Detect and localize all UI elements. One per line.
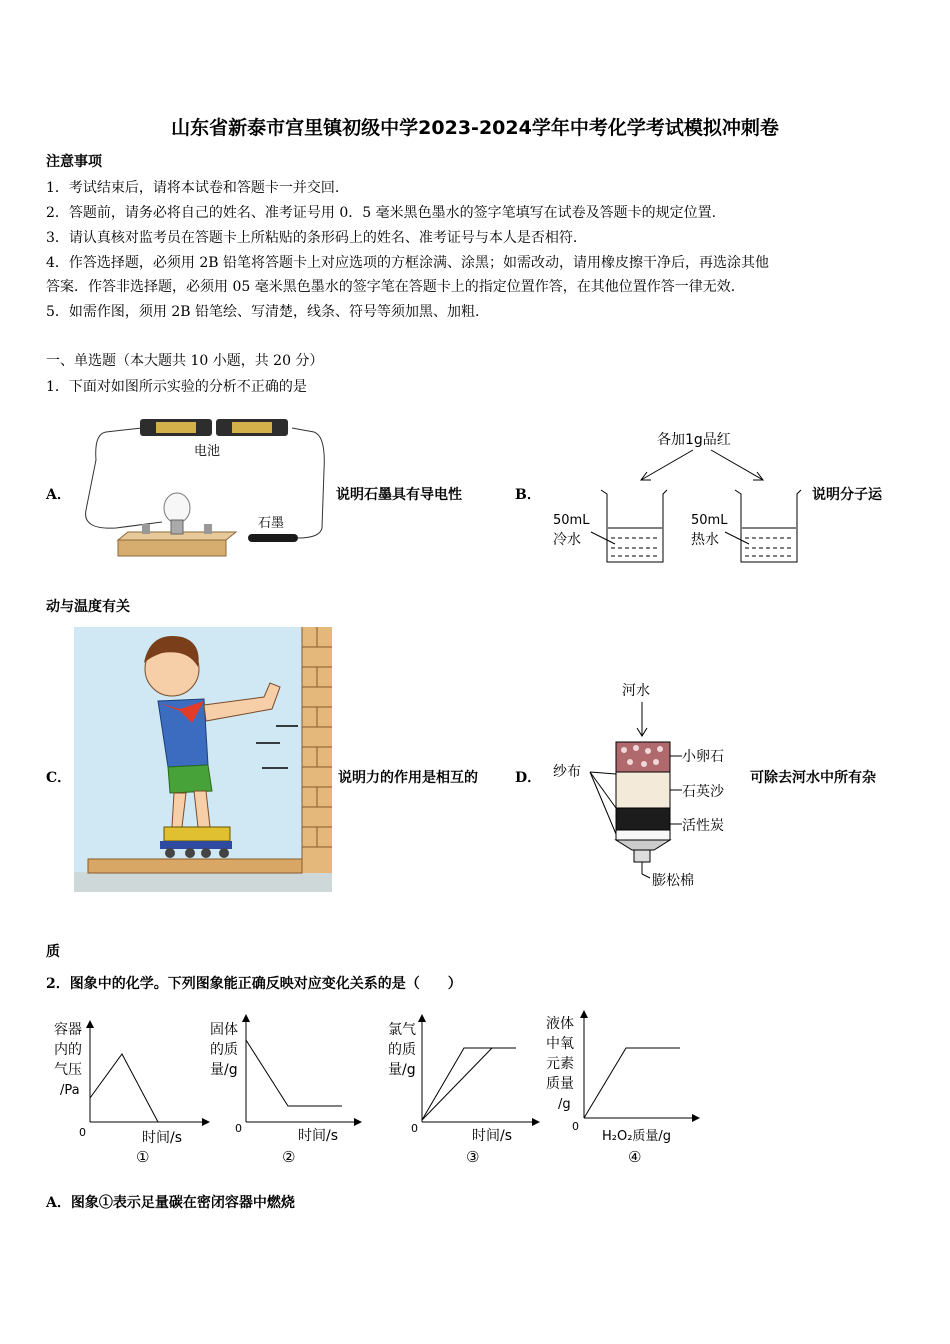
page-title: 山东省新泰市宫里镇初级中学2023-2024学年中考化学考试模拟冲刺卷 bbox=[171, 117, 779, 139]
beaker-figure bbox=[545, 422, 805, 572]
svg-text:固体: 固体 bbox=[210, 1022, 238, 1038]
graph-3 bbox=[388, 1018, 536, 1166]
svg-text:H₂O₂质量/g: H₂O₂质量/g bbox=[602, 1129, 672, 1144]
notice-item: 答案．作答非选择题，必须用 05 毫米黑色墨水的签字笔在答题卡上的指定位置作答，在其他位置作答一律无效. bbox=[46, 279, 736, 295]
svg-text:0: 0 bbox=[79, 1126, 86, 1139]
svg-text:的质: 的质 bbox=[210, 1042, 238, 1058]
circuit-figure bbox=[76, 410, 336, 570]
cold-volume: 50mL bbox=[553, 513, 590, 528]
q2-stem: 2．图象中的化学。下列图象能正确反映对应变化关系的是（ ） bbox=[46, 976, 462, 992]
graphite-label: 石墨 bbox=[258, 516, 285, 531]
option-b-text-cont: 动与温度有关 bbox=[46, 599, 130, 615]
layer-activated-carbon: 活性炭 bbox=[682, 818, 724, 834]
section-heading: 一、单选题（本大题共 10 小题，共 20 分） bbox=[46, 353, 324, 369]
notice-item: 5．如需作图，须用 2B 铅笔绘、写清楚，线条、符号等须加黑、加粗. bbox=[46, 304, 480, 320]
notice-item: 4．作答选择题，必须用 2B 铅笔将答题卡上对应选项的方框涂满、涂黑；如需改动，请用橡皮擦干净后，再选涂其他 bbox=[46, 255, 769, 271]
notice-item: 2．答题前，请务必将自己的姓名、准考证号用 0．5 毫米黑色墨水的签字笔填写在试卷及答题卡的规定位置. bbox=[46, 205, 717, 221]
svg-text:质量: 质量 bbox=[546, 1076, 574, 1092]
svg-text:液体: 液体 bbox=[546, 1016, 574, 1032]
skater-figure bbox=[74, 627, 334, 895]
water-filter-figure bbox=[550, 678, 745, 893]
option-d-text: 可除去河水中所有杂 bbox=[750, 770, 876, 786]
hot-water-label: 热水 bbox=[691, 532, 719, 548]
svg-text:中氧: 中氧 bbox=[546, 1036, 574, 1052]
graphs-figure bbox=[46, 1010, 726, 1168]
gauze-label: 纱布 bbox=[553, 764, 581, 780]
svg-text:③: ③ bbox=[466, 1148, 480, 1166]
river-water-label: 河水 bbox=[622, 683, 650, 699]
graph-1 bbox=[54, 1022, 206, 1166]
svg-text:内的: 内的 bbox=[54, 1042, 82, 1058]
q2-option-a: A．图象①表示足量碳在密闭容器中燃烧 bbox=[46, 1195, 295, 1211]
svg-text:时间/s: 时间/s bbox=[298, 1128, 339, 1144]
svg-text:/g: /g bbox=[558, 1097, 571, 1112]
option-c-label: C． bbox=[46, 770, 72, 786]
option-c-text: 说明力的作用是相互的 bbox=[338, 770, 478, 786]
svg-text:量/g: 量/g bbox=[388, 1062, 416, 1078]
graph-4 bbox=[546, 1014, 696, 1166]
layer-cotton: 膨松棉 bbox=[652, 873, 694, 889]
hot-volume: 50mL bbox=[691, 513, 728, 528]
svg-text:容器: 容器 bbox=[54, 1022, 82, 1038]
layer-quartz-sand: 石英沙 bbox=[682, 784, 724, 800]
option-b-text: 说明分子运 bbox=[812, 487, 882, 503]
notice-item: 3．请认真核对监考员在答题卡上所粘贴的条形码上的姓名、准考证号与本人是否相符. bbox=[46, 230, 578, 246]
svg-text:①: ① bbox=[136, 1148, 150, 1166]
option-a-text: 说明石墨具有导电性 bbox=[336, 487, 462, 503]
graph-2 bbox=[210, 1018, 358, 1166]
svg-text:时间/s: 时间/s bbox=[472, 1128, 513, 1144]
svg-text:②: ② bbox=[282, 1148, 296, 1166]
battery-label: 电池 bbox=[194, 444, 221, 459]
svg-text:0: 0 bbox=[572, 1120, 579, 1133]
q1-stem: 1．下面对如图所示实验的分析不正确的是 bbox=[46, 379, 307, 395]
svg-text:氯气: 氯气 bbox=[388, 1022, 416, 1038]
notice-heading: 注意事项 bbox=[46, 154, 102, 170]
svg-text:的质: 的质 bbox=[388, 1042, 416, 1058]
option-d-label: D． bbox=[515, 770, 542, 786]
svg-text:元素: 元素 bbox=[546, 1056, 574, 1072]
option-b-label: B． bbox=[515, 487, 541, 503]
svg-text:0: 0 bbox=[411, 1122, 418, 1135]
svg-text:④: ④ bbox=[628, 1148, 642, 1166]
svg-text:/Pa: /Pa bbox=[60, 1083, 80, 1098]
pinkdye-label: 各加1g品红 bbox=[657, 432, 731, 448]
notice-item: 1．考试结束后，请将本试卷和答题卡一并交回. bbox=[46, 180, 340, 196]
layer-pebbles: 小卵石 bbox=[682, 749, 724, 765]
option-d-text-cont: 质 bbox=[46, 944, 60, 960]
svg-text:量/g: 量/g bbox=[210, 1062, 238, 1078]
cold-water-label: 冷水 bbox=[553, 532, 581, 548]
option-a-label: A． bbox=[46, 487, 71, 503]
svg-text:气压: 气压 bbox=[54, 1062, 82, 1078]
svg-text:时间/s: 时间/s bbox=[142, 1130, 183, 1146]
svg-text:0: 0 bbox=[235, 1122, 242, 1135]
